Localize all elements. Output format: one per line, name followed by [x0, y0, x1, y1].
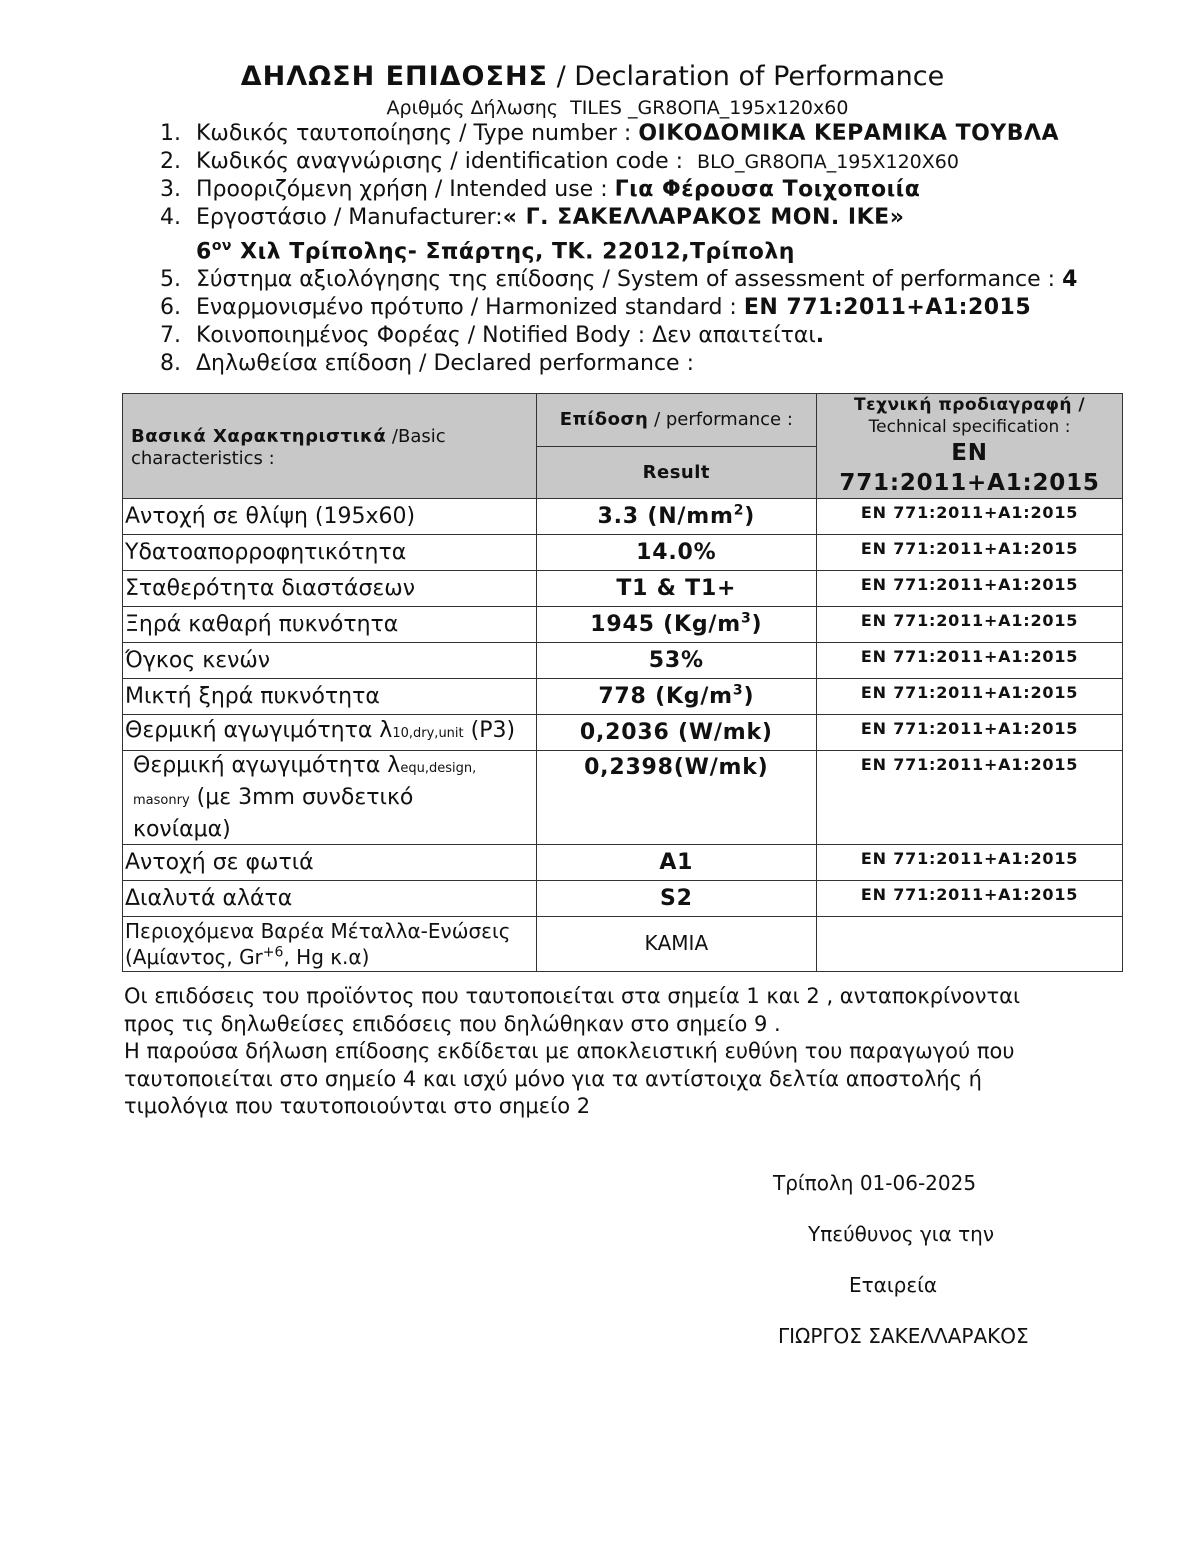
table-row — [123, 643, 1123, 679]
item-value: BLO_GR8ΟΠΑ_195X120X60 — [697, 151, 959, 173]
result-text: ) — [743, 684, 755, 709]
item-label: Κοινοποιημένος Φορέας / Notified Body : Δεν απαιτείται — [196, 323, 816, 349]
result-cell — [536, 499, 817, 535]
table-row — [123, 917, 1123, 972]
item-value: ΟΙΚΟΔΟΜΙΚΑ ΚΕΡΑΜΙΚΑ ΤΟΥΒΛΑ — [638, 121, 1060, 146]
header-result: Result — [536, 446, 817, 499]
header-basic-en: /Basic characteristics : — [131, 426, 446, 469]
result-cell: 53% — [536, 643, 817, 679]
item-number: 7. — [160, 323, 181, 349]
result-text: 778 (Kg/m — [598, 684, 733, 709]
statement-line: Οι επιδόσεις του προϊόντος που ταυτοποιείται στα σημεία 1 και 2 , ανταποκρίνονται — [124, 984, 1021, 1008]
address-ordinal: ον — [211, 238, 232, 254]
table-row — [123, 535, 1123, 571]
characteristic-cell: Σταθερότητα διαστάσεων — [123, 571, 537, 607]
item-value: EN 771:2011+A1:2015 — [743, 295, 1032, 321]
header-performance — [536, 394, 817, 447]
item-number: 8. — [160, 351, 181, 377]
item-number: 4. — [160, 205, 181, 230]
result-cell: ΚΑΜΙΑ — [536, 917, 817, 972]
performance-table — [122, 393, 1123, 972]
characteristic-cell: Υδατοαπορροφητικότητα — [123, 535, 537, 571]
characteristic-cell: Μικτή ξηρά πυκνότητα — [123, 679, 537, 715]
item-assessment-system — [160, 266, 1160, 294]
spec-cell — [817, 917, 1123, 972]
result-text: ) — [744, 504, 756, 529]
characteristic-subscript: masonry — [133, 793, 190, 808]
characteristic-cell — [123, 917, 537, 972]
item-type-number — [160, 120, 1160, 148]
address-text: Χιλ Τρίπολης- Σπάρτης, ΤΚ. 22012,Τρίπολη — [231, 239, 795, 265]
statement-line: ταυτοποιείται στο σημείο 4 και ισχύ μόνο για τα αντίστοιχα δελτία αποστολής ή — [124, 1066, 982, 1091]
spec-cell: EN 771:2011+A1:2015 — [817, 679, 1123, 715]
characteristic-text: Θερμική αγωγιμότητα λ — [133, 753, 401, 778]
spec-cell: EN 771:2011+A1:2015 — [817, 499, 1123, 535]
item-number: 5. — [160, 267, 181, 293]
item-value: « Γ. ΣΑΚΕΛΛΑΡΑΚΟΣ ΜΟΝ. ΙΚΕ» — [502, 205, 905, 230]
result-superscript: 3 — [740, 610, 752, 627]
table-row — [123, 499, 1123, 535]
result-cell: 0,2036 (W/mk) — [536, 715, 817, 751]
table-row — [123, 845, 1123, 881]
characteristic-text: κονίαμα) — [133, 817, 231, 842]
manufacturer-address — [160, 232, 1160, 266]
item-label: Σύστημα αξιολόγησης της επίδοσης / System of assessment of performance : — [196, 267, 1056, 293]
result-cell: S2 — [536, 881, 817, 917]
spec-cell: EN 771:2011+A1:2015 — [817, 881, 1123, 917]
company-label: Εταιρεία — [849, 1273, 938, 1297]
place-date: Τρίπολη 01-06-2025 — [773, 1171, 977, 1195]
result-cell — [536, 607, 817, 643]
declaration-items — [160, 120, 1160, 378]
spec-cell: EN 771:2011+A1:2015 — [817, 535, 1123, 571]
characteristic-text: Θερμική αγωγιμότητα λ — [125, 718, 393, 743]
table-row — [123, 715, 1123, 751]
spec-cell: EN 771:2011+A1:2015 — [817, 571, 1123, 607]
table-row — [123, 881, 1123, 917]
title-separator: / — [547, 61, 575, 92]
characteristic-text: (P3) — [463, 718, 516, 743]
characteristic-text: , Hg κ.α) — [283, 945, 370, 969]
result-cell: 0,2398(W/mk) — [536, 751, 817, 845]
declaration-number-value: TILES _GR8ΟΠΑ_195x120x60 — [570, 97, 849, 119]
item-number: 6. — [160, 295, 181, 321]
item-value: Για Φέρουσα Τοιχοποιία — [614, 177, 921, 202]
characteristic-cell: Ξηρά καθαρή πυκνότητα — [123, 607, 537, 643]
item-label: Προοριζόμενη χρήση / Intended use : — [196, 177, 608, 202]
result-text: ) — [751, 612, 763, 637]
item-number: 1. — [160, 121, 181, 146]
item-value: . — [815, 323, 825, 349]
table-row — [123, 607, 1123, 643]
spec-cell: EN 771:2011+A1:2015 — [817, 845, 1123, 881]
item-identification-code — [160, 148, 1160, 176]
header-tech-gr: Τεχνική προδιαγραφή / — [854, 395, 1086, 415]
item-label: Κωδικός ταυτοποίησης / Type number : — [196, 121, 632, 146]
characteristic-text: (με 3mm συνδετικό — [189, 785, 414, 810]
characteristic-cell: Αντοχή σε φωτιά — [123, 845, 537, 881]
characteristic-cell — [123, 715, 537, 751]
statement-line: Η παρούσα δήλωση επίδοσης εκδίδεται με αποκλειστική ευθύνη του παραγωγού που — [124, 1039, 1015, 1063]
result-cell: T1 & T1+ — [536, 571, 817, 607]
characteristic-cell: Διαλυτά αλάτα — [123, 881, 537, 917]
item-value: 4 — [1062, 267, 1078, 293]
item-label: Δηλωθείσα επίδοση / Declared performance : — [196, 351, 694, 377]
characteristic-text: (Αμίαντος, Gr — [125, 945, 263, 969]
characteristic-text: Περιοχόμενα Βαρέα Μέταλλα-Ενώσεις — [125, 919, 511, 943]
result-cell: 14.0% — [536, 535, 817, 571]
characteristic-subscript: equ,design, — [400, 761, 477, 776]
result-text: 1945 (Kg/m — [590, 612, 741, 637]
statement-line: τιμολόγια που ταυτοποιούνται στο σημείο 2 — [124, 1094, 591, 1118]
signatory-name: ΓΙΩΡΓΟΣ ΣΑΚΕΛΛΑΡΑΚΟΣ — [778, 1324, 1029, 1348]
item-manufacturer — [160, 204, 1160, 232]
declaration-number — [0, 96, 1195, 120]
table-row — [123, 679, 1123, 715]
header-basic-gr: Βασικά Χαρακτηριστικά — [131, 426, 387, 447]
characteristic-subscript: 10,dry,unit — [392, 726, 464, 741]
item-label: Εναρμονισμένο πρότυπο / Harmonized standard : — [196, 295, 737, 321]
declaration-number-label: Αριθμός Δήλωσης — [386, 97, 558, 119]
result-cell — [536, 679, 817, 715]
statement-line: προς τις δηλωθείσες επιδόσεις που δηλώθηκαν στο σημείο 9 . — [124, 1011, 781, 1036]
table-row — [123, 751, 1123, 845]
header-performance-gr: Επίδοση — [559, 409, 649, 431]
spec-cell: EN 771:2011+A1:2015 — [817, 643, 1123, 679]
result-superscript: 2 — [733, 502, 745, 519]
table-header-row — [123, 394, 1123, 447]
result-cell: A1 — [536, 845, 817, 881]
title-greek: ΔΗΛΩΣΗ ΕΠΙΔΟΣΗΣ — [240, 61, 548, 92]
characteristic-superscript: +6 — [262, 944, 284, 961]
responsible-label: Υπεύθυνος για την — [808, 1222, 994, 1246]
spec-cell: EN 771:2011+A1:2015 — [817, 751, 1123, 845]
address-km: 6 — [196, 239, 212, 265]
item-number: 2. — [160, 149, 181, 174]
spec-cell: EN 771:2011+A1:2015 — [817, 607, 1123, 643]
item-declared-performance — [160, 350, 1160, 378]
item-harmonized-standard — [160, 294, 1160, 322]
characteristic-cell: Όγκος κενών — [123, 643, 537, 679]
header-tech-standard: EN 771:2011+A1:2015 — [839, 440, 1100, 496]
header-technical-spec — [817, 394, 1123, 499]
title-english: Declaration of Performance — [574, 61, 945, 92]
item-label: Κωδικός αναγνώρισης / identification code : — [196, 149, 684, 174]
header-basic-characteristics — [123, 394, 537, 499]
characteristic-cell: Αντοχή σε θλίψη (195x60) — [123, 499, 537, 535]
header-tech-en: Technical specification : — [868, 417, 1071, 437]
result-superscript: 3 — [732, 682, 744, 699]
header-performance-en: / performance : — [648, 409, 793, 431]
result-text: 3.3 (N/mm — [597, 504, 734, 529]
item-label: Εργοστάσιο / Manufacturer: — [196, 205, 503, 230]
table-row — [123, 571, 1123, 607]
item-intended-use — [160, 176, 1160, 204]
declaration-statement — [124, 983, 1084, 1121]
item-notified-body — [160, 322, 1160, 350]
document-title — [0, 60, 1185, 94]
spec-cell: EN 771:2011+A1:2015 — [817, 715, 1123, 751]
characteristic-cell — [123, 751, 537, 845]
item-number: 3. — [160, 177, 181, 202]
